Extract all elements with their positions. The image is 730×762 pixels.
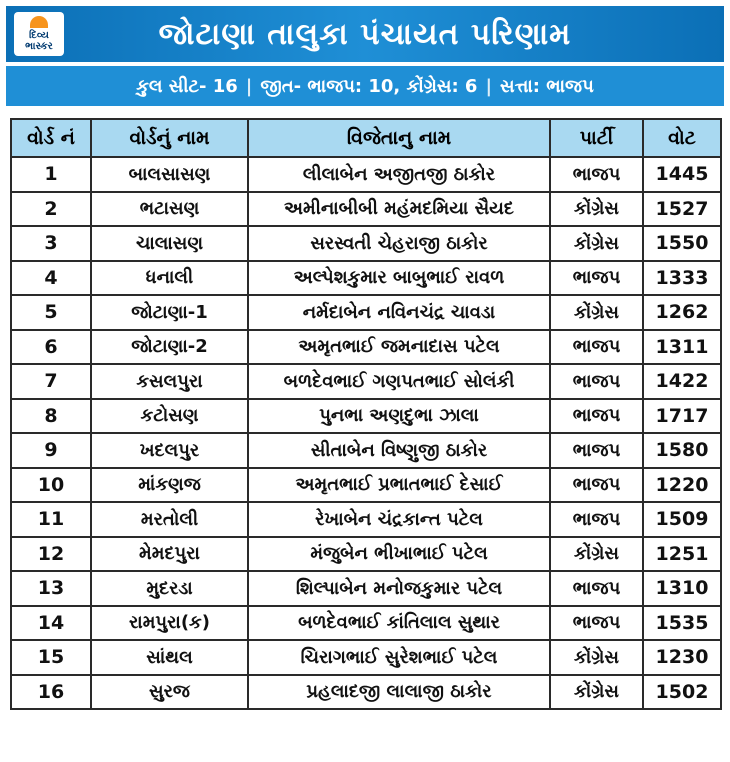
winner-name-cell: ચિરાગભાઈ સુરેશભાઈ પટેલ: [248, 640, 550, 675]
winner-name-cell: બળદેવભાઈ ગણપતભાઈ સોલંકી: [248, 364, 550, 399]
header-banner: [6, 6, 724, 62]
votes-cell: 1550: [643, 226, 721, 261]
ward-no-cell: 15: [11, 640, 91, 675]
ward-no-cell: 4: [11, 261, 91, 296]
divya-bhaskar-logo: [14, 12, 64, 56]
power-summary: સત્તા: ભાજપ: [500, 75, 594, 97]
ward-name-cell: ખદલપુર: [91, 433, 248, 468]
logo-text: દિવ્ય ભાસ્કર: [25, 30, 53, 52]
votes-cell: 1311: [643, 330, 721, 365]
ward-no-cell: 10: [11, 468, 91, 503]
party-cell: ભાજપ: [550, 433, 643, 468]
winner-name-cell: રેખાબેન ચંદ્રકાન્ત પટેલ: [248, 502, 550, 537]
wins-summary: જીત- ભાજપ: 10, કોંગ્રેસ: 6: [260, 75, 478, 97]
winner-name-cell: પ્રહલાદજી લાલાજી ઠાકોર: [248, 675, 550, 710]
table-row: [11, 433, 721, 468]
summary-bar: [6, 66, 724, 106]
party-cell: ભાજપ: [550, 571, 643, 606]
votes-cell: 1230: [643, 640, 721, 675]
winner-name-cell: અમીનાબીબી મહંમદમિયા સૈયદ: [248, 192, 550, 227]
party-cell: ભાજપ: [550, 468, 643, 503]
ward-name-cell: જોટાણા-1: [91, 295, 248, 330]
table-row: [11, 675, 721, 710]
table-row: [11, 226, 721, 261]
votes-cell: 1251: [643, 537, 721, 572]
ward-no-cell: 14: [11, 606, 91, 641]
table-row: [11, 364, 721, 399]
party-cell: ભાજપ: [550, 502, 643, 537]
votes-cell: 1220: [643, 468, 721, 503]
votes-cell: 1509: [643, 502, 721, 537]
total-seats: કુલ સીટ- 16: [136, 75, 238, 97]
ward-name-cell: સાંથલ: [91, 640, 248, 675]
winner-name-cell: લીલાબેન અજીતજી ઠાકોર: [248, 157, 550, 192]
ward-name-cell: ચાલાસણ: [91, 226, 248, 261]
header-votes: વોટ: [643, 119, 721, 157]
separator: |: [485, 75, 493, 97]
ward-name-cell: બાલસાસણ: [91, 157, 248, 192]
party-cell: કોંગ્રેસ: [550, 537, 643, 572]
ward-no-cell: 9: [11, 433, 91, 468]
table-row: [11, 295, 721, 330]
winner-name-cell: નર્મદાબેન નવિનચંદ્ર ચાવડા: [248, 295, 550, 330]
ward-name-cell: મેમદપુરા: [91, 537, 248, 572]
winner-name-cell: સીતાબેન વિષ્ણુજી ઠાકોર: [248, 433, 550, 468]
votes-cell: 1527: [643, 192, 721, 227]
ward-name-cell: કટોસણ: [91, 399, 248, 434]
ward-name-cell: જોટાણા-2: [91, 330, 248, 365]
winner-name-cell: પુનભા અણદુભા ઝાલા: [248, 399, 550, 434]
header-winner-name: વિજેતાનુ નામ: [248, 119, 550, 157]
votes-cell: 1445: [643, 157, 721, 192]
table-row: [11, 330, 721, 365]
ward-no-cell: 5: [11, 295, 91, 330]
winner-name-cell: અલ્પેશકુમાર બાબુભાઈ રાવળ: [248, 261, 550, 296]
results-table: [10, 118, 722, 710]
winner-name-cell: અમૃતભાઈ જમનાદાસ પટેલ: [248, 330, 550, 365]
table-row: [11, 640, 721, 675]
table-row: [11, 157, 721, 192]
table-row: [11, 261, 721, 296]
winner-name-cell: બળદેવભાઈ કાંતિલાલ સુથાર: [248, 606, 550, 641]
table-row: [11, 192, 721, 227]
party-cell: કોંગ્રેસ: [550, 675, 643, 710]
ward-no-cell: 1: [11, 157, 91, 192]
ward-no-cell: 6: [11, 330, 91, 365]
ward-no-cell: 8: [11, 399, 91, 434]
party-cell: ભાજપ: [550, 330, 643, 365]
table-header-row: [11, 119, 721, 157]
header-ward-no: વોર્ડ નં: [11, 119, 91, 157]
table-row: [11, 399, 721, 434]
party-cell: કોંગ્રેસ: [550, 226, 643, 261]
header-ward-name: વોર્ડનું નામ: [91, 119, 248, 157]
table-row: [11, 571, 721, 606]
ward-name-cell: ભટાસણ: [91, 192, 248, 227]
table-row: [11, 537, 721, 572]
sun-logo-icon: [30, 16, 48, 28]
winner-name-cell: સરસ્વતી ચેહરાજી ઠાકોર: [248, 226, 550, 261]
winner-name-cell: મંજુબેન ભીખાભાઈ પટેલ: [248, 537, 550, 572]
votes-cell: 1333: [643, 261, 721, 296]
party-cell: ભાજપ: [550, 157, 643, 192]
ward-name-cell: સુરજ: [91, 675, 248, 710]
ward-name-cell: માંકણજ: [91, 468, 248, 503]
table-row: [11, 468, 721, 503]
ward-no-cell: 11: [11, 502, 91, 537]
ward-name-cell: મુદરડા: [91, 571, 248, 606]
party-cell: કોંગ્રેસ: [550, 192, 643, 227]
votes-cell: 1310: [643, 571, 721, 606]
votes-cell: 1535: [643, 606, 721, 641]
ward-name-cell: મરતોલી: [91, 502, 248, 537]
votes-cell: 1422: [643, 364, 721, 399]
separator: |: [245, 75, 253, 97]
ward-no-cell: 12: [11, 537, 91, 572]
votes-cell: 1262: [643, 295, 721, 330]
ward-name-cell: ધનાલી: [91, 261, 248, 296]
ward-name-cell: રામપુરા(ક): [91, 606, 248, 641]
party-cell: ભાજપ: [550, 261, 643, 296]
ward-no-cell: 2: [11, 192, 91, 227]
votes-cell: 1580: [643, 433, 721, 468]
party-cell: કોંગ્રેસ: [550, 640, 643, 675]
party-cell: ભાજપ: [550, 606, 643, 641]
votes-cell: 1717: [643, 399, 721, 434]
table-row: [11, 606, 721, 641]
ward-no-cell: 16: [11, 675, 91, 710]
party-cell: ભાજપ: [550, 399, 643, 434]
winner-name-cell: અમૃતભાઈ પ્રભાતભાઈ દેસાઈ: [248, 468, 550, 503]
party-cell: ભાજપ: [550, 364, 643, 399]
page-title: જોટાણા તાલુકા પંચાયત પરિણામ: [158, 16, 572, 52]
party-cell: કોંગ્રેસ: [550, 295, 643, 330]
winner-name-cell: શિલ્પાબેન મનોજકુમાર પટેલ: [248, 571, 550, 606]
table-body: [11, 157, 721, 709]
ward-no-cell: 7: [11, 364, 91, 399]
ward-no-cell: 3: [11, 226, 91, 261]
header-party: પાર્ટી: [550, 119, 643, 157]
votes-cell: 1502: [643, 675, 721, 710]
ward-name-cell: કસલપુરા: [91, 364, 248, 399]
ward-no-cell: 13: [11, 571, 91, 606]
table-row: [11, 502, 721, 537]
